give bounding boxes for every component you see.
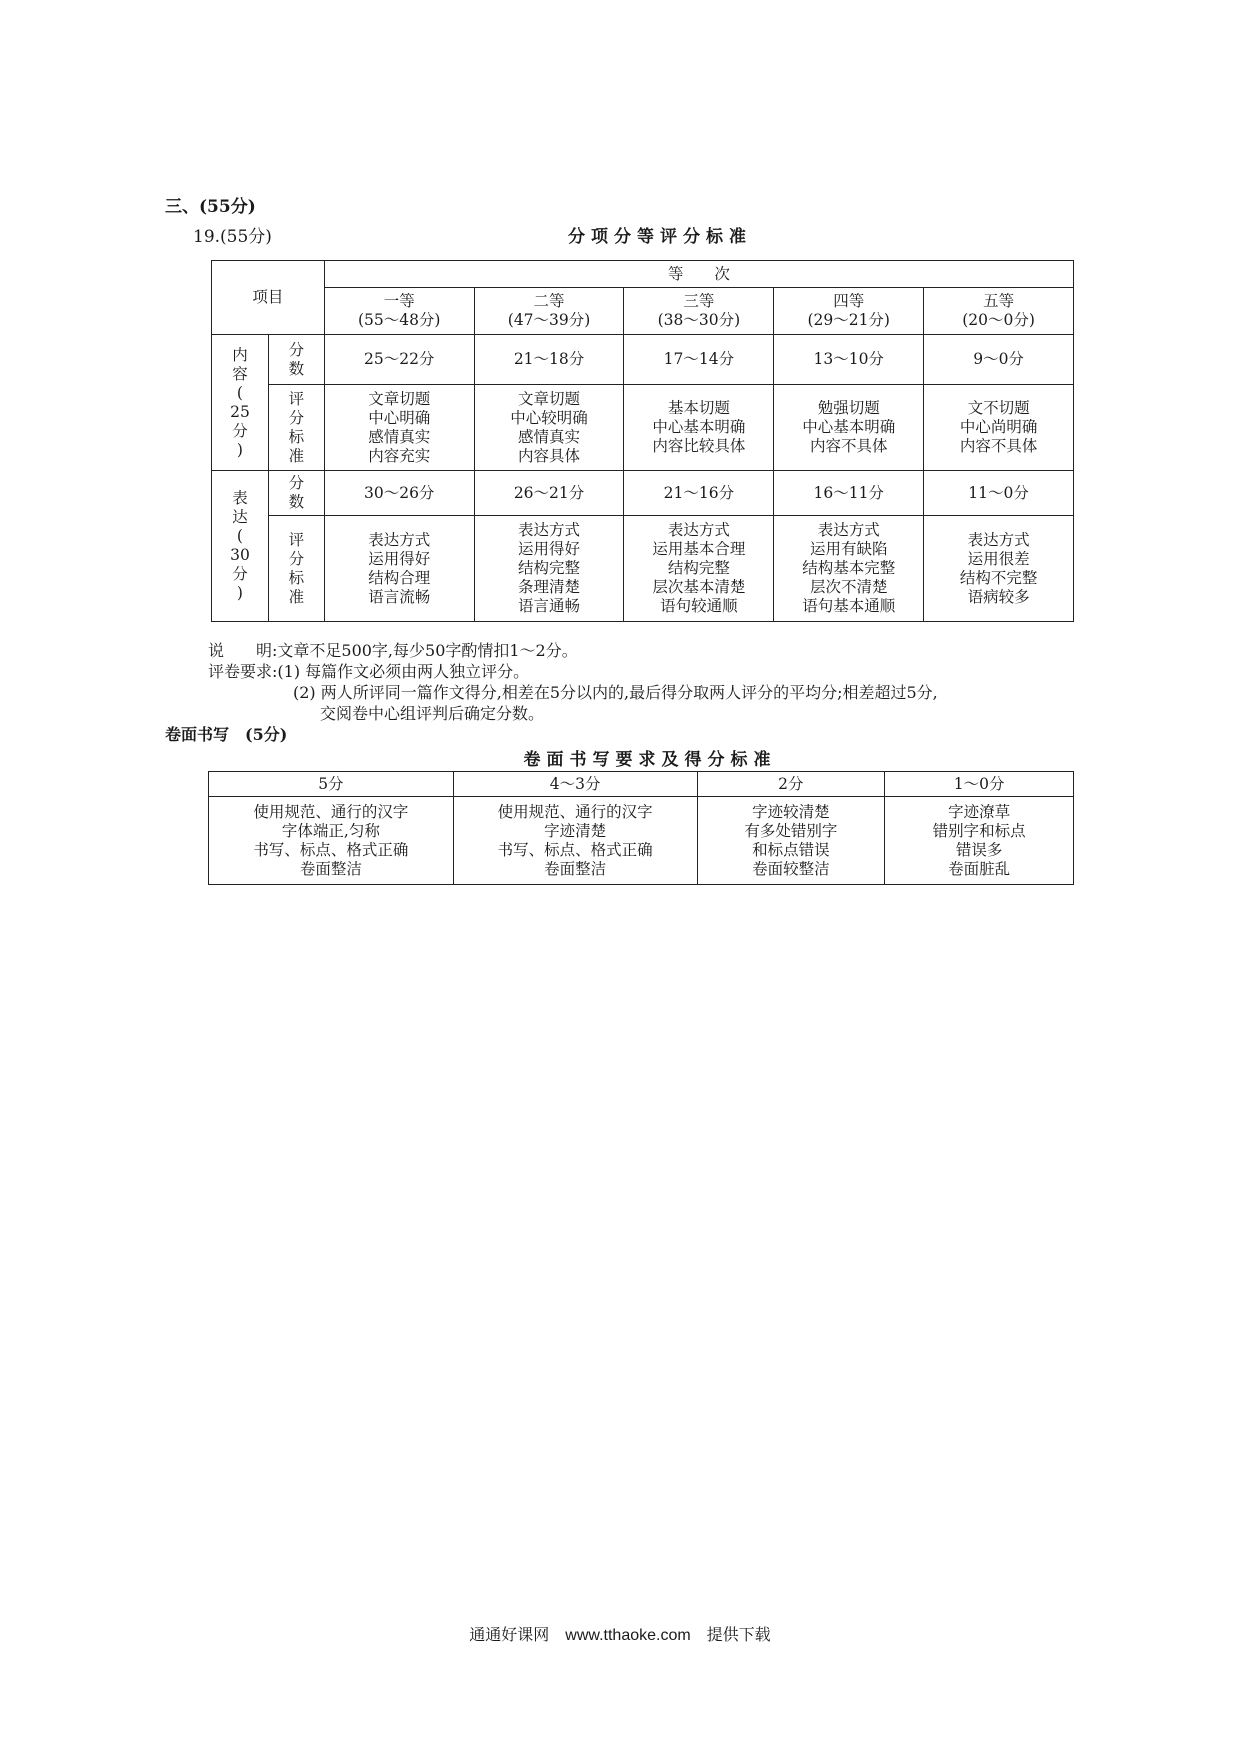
expression-criteria-cell-line: 语言流畅 bbox=[368, 587, 431, 606]
vertical-char: 数 bbox=[288, 493, 305, 511]
content-criteria-cell-line: 文不切题 bbox=[967, 399, 1030, 417]
expression-score-cell-line: 21～16分 bbox=[663, 483, 735, 502]
writing-header-cell-line: 4～3分 bbox=[549, 774, 601, 793]
writing-header-row bbox=[209, 772, 1074, 797]
content-score-cell bbox=[924, 335, 1074, 385]
expression-criteria-cell bbox=[324, 516, 474, 622]
writing-caption: 卷面书写要求及得分标准 bbox=[523, 750, 777, 770]
content-score-cell bbox=[624, 335, 774, 385]
vertical-char: 准 bbox=[288, 446, 305, 465]
expression-score-cell-line: 16～11分 bbox=[813, 483, 884, 502]
content-criteria-cell bbox=[324, 385, 474, 471]
writing-cell-line: 错误多 bbox=[955, 840, 1003, 859]
content-criteria-cell-line: 基本切题 bbox=[667, 399, 730, 417]
grade-header: 等 次 bbox=[324, 261, 1073, 288]
content-criteria-label bbox=[268, 385, 324, 471]
expression-criteria-cell-line: 表达方式 bbox=[368, 530, 431, 549]
grade-3-line: 三等 bbox=[683, 292, 715, 310]
writing-body-row bbox=[209, 797, 1074, 885]
writing-table bbox=[208, 771, 1074, 885]
content-score-cell-line: 9～0分 bbox=[973, 350, 1024, 368]
requirement-2: (2) 两人所评同一篇作文得分,相差在5分以内的,最后得分取两人评分的平均分;相差超过5分, bbox=[293, 683, 938, 702]
content-score-label bbox=[268, 335, 324, 385]
expression-criteria-cell-line: 运用得好 bbox=[368, 549, 431, 568]
writing-cell-line: 和标点错误 bbox=[752, 840, 830, 859]
expression-score-cell-line: 26～21分 bbox=[513, 483, 585, 502]
expression-criteria-cell-line: 结构基本完整 bbox=[802, 559, 896, 577]
grade-5-line: (20～0分) bbox=[962, 311, 1035, 329]
item-header: 项目 bbox=[212, 261, 325, 335]
vertical-char: 评 bbox=[288, 530, 305, 549]
requirement-1: 评卷要求:(1) 每篇作文必须由两人独立评分。 bbox=[208, 662, 530, 681]
writing-cell-line: 使用规范、通行的汉字 bbox=[497, 802, 653, 821]
grade-3-line: (38～30分) bbox=[657, 311, 741, 329]
writing-header-cell bbox=[209, 772, 454, 797]
grade-5 bbox=[924, 288, 1074, 335]
expression-criteria-cell-line: 语句基本通顺 bbox=[802, 597, 896, 615]
vertical-char: 分 bbox=[232, 421, 248, 440]
content-criteria-cell-line: 内容不具体 bbox=[809, 437, 888, 455]
content-criteria-cell-line: 内容具体 bbox=[518, 446, 581, 465]
vertical-char: 分 bbox=[288, 474, 305, 492]
expression-criteria-cell-line: 结构完整 bbox=[667, 559, 730, 577]
content-score-cell bbox=[474, 335, 624, 385]
writing-cell-line: 字迹较清楚 bbox=[752, 802, 830, 821]
grade-2 bbox=[474, 288, 624, 335]
vertical-char: 容 bbox=[232, 364, 248, 383]
vertical-char: 分 bbox=[232, 565, 248, 583]
expression-criteria-cell-line: 结构合理 bbox=[368, 568, 431, 587]
content-criteria-cell-line: 内容比较具体 bbox=[652, 437, 746, 455]
expression-criteria-cell-line: 结构不完整 bbox=[959, 568, 1038, 587]
vertical-char: 准 bbox=[288, 587, 305, 606]
writing-heading: 卷面书写 (5分) bbox=[165, 725, 288, 744]
expression-score-cell bbox=[924, 471, 1074, 516]
vertical-char: ( bbox=[236, 527, 243, 545]
writing-cell-line: 卷面整洁 bbox=[544, 859, 607, 878]
writing-cell-line: 卷面较整洁 bbox=[752, 859, 830, 878]
writing-cell-line: 卷面脏乱 bbox=[948, 859, 1011, 878]
writing-cell-line: 有多处错别字 bbox=[744, 821, 838, 840]
expression-criteria-cell bbox=[924, 516, 1074, 622]
expression-criteria-cell-line: 语句较通顺 bbox=[660, 597, 738, 615]
section-heading: 三、(55分) bbox=[165, 197, 256, 217]
grade-4-line: (29～21分) bbox=[807, 311, 890, 329]
expression-score-cell bbox=[474, 471, 624, 516]
footer-source: 通通好课网 www.tthaoke.com 提供下载 bbox=[469, 1627, 771, 1644]
writing-cell-line: 字迹潦草 bbox=[948, 802, 1011, 821]
vertical-char: ) bbox=[236, 584, 243, 602]
writing-cell-line: 字体端正,匀称 bbox=[281, 821, 380, 840]
content-score-cell-line: 13～10分 bbox=[813, 350, 884, 368]
vertical-char: ) bbox=[236, 440, 243, 459]
expression-criteria-label bbox=[268, 516, 324, 622]
expression-criteria-cell-line: 语病较多 bbox=[967, 587, 1030, 606]
content-criteria-cell-line: 感情真实 bbox=[368, 427, 431, 446]
expression-criteria-cell-line: 运用有缺陷 bbox=[809, 540, 888, 558]
expression-criteria-cell-line: 表达方式 bbox=[967, 530, 1030, 549]
writing-header-cell bbox=[453, 772, 697, 797]
scoring-table bbox=[211, 260, 1074, 622]
expression-score-cell bbox=[324, 471, 474, 516]
requirement-2-cont: 交阅卷中心组评判后确定分数。 bbox=[320, 704, 545, 723]
expression-criteria-cell bbox=[474, 516, 624, 622]
grade-2-line: 二等 bbox=[533, 292, 565, 310]
grade-1-line: 一等 bbox=[383, 292, 415, 310]
content-score-row bbox=[212, 335, 1074, 385]
content-criteria-cell-line: 内容充实 bbox=[368, 446, 431, 465]
vertical-char: 数 bbox=[288, 359, 305, 378]
expression-score-cell bbox=[624, 471, 774, 516]
expression-criteria-cell-line: 层次基本清楚 bbox=[652, 578, 746, 596]
expression-criteria-cell bbox=[624, 516, 774, 622]
grade-row bbox=[212, 288, 1074, 335]
vertical-char: 标 bbox=[288, 568, 305, 587]
content-criteria-cell-line: 中心较明确 bbox=[510, 408, 588, 427]
content-score-cell bbox=[324, 335, 474, 385]
content-criteria-cell-line: 中心尚明确 bbox=[959, 418, 1038, 436]
expression-score-cell bbox=[774, 471, 924, 516]
expression-score-label bbox=[268, 471, 324, 516]
grade-4-line: 四等 bbox=[833, 292, 865, 310]
content-score-cell-line: 17～14分 bbox=[663, 350, 735, 368]
writing-header-cell-line: 5分 bbox=[318, 774, 344, 793]
vertical-char: 表 bbox=[232, 489, 248, 507]
grade-1-line: (55～48分) bbox=[357, 311, 441, 329]
vertical-char: 分 bbox=[288, 549, 305, 568]
expression-score-row bbox=[212, 471, 1074, 516]
content-criteria-cell-line: 内容不具体 bbox=[959, 437, 1038, 455]
writing-header-cell bbox=[885, 772, 1074, 797]
expression-criteria-cell-line: 结构完整 bbox=[518, 559, 581, 577]
content-criteria-cell-line: 文章切题 bbox=[518, 389, 581, 408]
content-label bbox=[212, 335, 269, 471]
writing-cell bbox=[885, 797, 1074, 885]
writing-cell bbox=[697, 797, 885, 885]
writing-header-cell bbox=[697, 772, 885, 797]
writing-cell bbox=[209, 797, 454, 885]
content-criteria-cell-line: 中心基本明确 bbox=[652, 418, 746, 436]
vertical-char: 分 bbox=[288, 340, 305, 359]
content-criteria-cell bbox=[624, 385, 774, 471]
content-criteria-cell-line: 中心基本明确 bbox=[802, 418, 896, 436]
vertical-char: 达 bbox=[232, 508, 248, 526]
vertical-char: 分 bbox=[288, 408, 305, 427]
content-score-cell-line: 21～18分 bbox=[513, 350, 585, 368]
vertical-char: 25 bbox=[230, 402, 250, 421]
content-criteria-cell-line: 感情真实 bbox=[518, 427, 581, 446]
grade-5-line: 五等 bbox=[983, 292, 1015, 310]
expression-criteria-cell-line: 条理清楚 bbox=[518, 578, 581, 596]
table1-caption: 分项分等评分标准 bbox=[568, 227, 752, 247]
writing-cell-line: 字迹清楚 bbox=[544, 821, 607, 840]
vertical-char: ( bbox=[236, 383, 243, 402]
vertical-char: 标 bbox=[288, 427, 305, 446]
expression-criteria-cell-line: 层次不清楚 bbox=[809, 578, 888, 596]
question-heading: 19.(55分) bbox=[193, 227, 272, 247]
writing-cell-line: 错别字和标点 bbox=[932, 821, 1026, 840]
grade-3 bbox=[624, 288, 774, 335]
content-criteria-cell-line: 勉强切题 bbox=[817, 399, 880, 417]
grade-2-line: (47～39分) bbox=[507, 311, 591, 329]
vertical-char: 30 bbox=[230, 546, 250, 564]
content-criteria-row bbox=[212, 385, 1074, 471]
expression-criteria-cell-line: 表达方式 bbox=[667, 521, 730, 539]
grade-1 bbox=[324, 288, 474, 335]
expression-criteria-cell-line: 运用很差 bbox=[967, 549, 1030, 568]
writing-cell-line: 使用规范、通行的汉字 bbox=[253, 802, 409, 821]
vertical-char: 内 bbox=[232, 345, 248, 364]
writing-cell bbox=[453, 797, 697, 885]
content-criteria-cell-line: 文章切题 bbox=[368, 389, 431, 408]
expression-criteria-cell-line: 表达方式 bbox=[817, 521, 880, 539]
expression-criteria-cell-line: 语言通畅 bbox=[518, 597, 581, 615]
expression-criteria-cell bbox=[774, 516, 924, 622]
content-score-cell bbox=[774, 335, 924, 385]
writing-cell-line: 卷面整洁 bbox=[299, 859, 362, 878]
writing-cell-line: 书写、标点、格式正确 bbox=[253, 840, 409, 859]
explanation-note: 说 明:文章不足500字,每少50字酌情扣1～2分。 bbox=[208, 641, 578, 660]
writing-cell-line: 书写、标点、格式正确 bbox=[497, 840, 653, 859]
writing-header-cell-line: 1～0分 bbox=[953, 774, 1005, 793]
expression-score-cell-line: 11～0分 bbox=[968, 483, 1029, 502]
writing-header-cell-line: 2分 bbox=[778, 774, 804, 793]
expression-criteria-row bbox=[212, 516, 1074, 622]
expression-criteria-cell-line: 表达方式 bbox=[518, 521, 581, 539]
expression-label bbox=[212, 471, 269, 622]
content-criteria-cell bbox=[774, 385, 924, 471]
content-criteria-cell-line: 中心明确 bbox=[368, 408, 431, 427]
expression-score-cell-line: 30～26分 bbox=[363, 483, 435, 502]
expression-criteria-cell-line: 运用得好 bbox=[518, 540, 581, 558]
vertical-char: 评 bbox=[288, 389, 305, 408]
content-score-cell-line: 25～22分 bbox=[363, 350, 435, 368]
content-criteria-cell bbox=[924, 385, 1074, 471]
expression-criteria-cell-line: 运用基本合理 bbox=[652, 540, 746, 558]
grade-4 bbox=[774, 288, 924, 335]
notes bbox=[208, 640, 938, 724]
content-criteria-cell bbox=[474, 385, 624, 471]
